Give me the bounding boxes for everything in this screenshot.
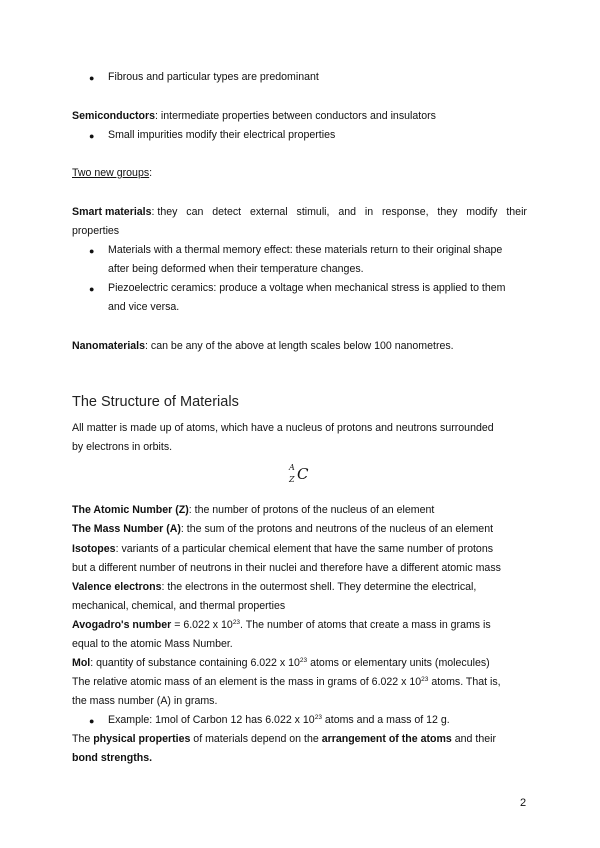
mass-number-symbol: A [289, 463, 295, 472]
semiconductors-term: Semiconductors [72, 110, 156, 122]
element-symbol: C [297, 465, 309, 483]
section-heading: The Structure of Materials [72, 394, 239, 410]
nanomaterials-definition: Nanomaterials: can be any of the above at length scales below 100 nanometres. [72, 340, 454, 352]
valence-line2: mechanical, chemical, and thermal properties [72, 600, 286, 612]
smart-materials-term: Smart materials [72, 206, 152, 218]
bullet-piezoelectric-line1: Piezoelectric ceramics: produce a voltage when mechanical stress is applied to them [108, 282, 506, 294]
bullet-impurities: Small impurities modify their electrical properties [108, 129, 336, 141]
relative-mass-line2: the mass number (A) in grams. [72, 695, 218, 707]
bullet-marker: ● [89, 73, 95, 83]
bullet-example-carbon: Example: 1mol of Carbon 12 has 6.022 x $10^{23}$ atoms and a mass of 12 g. [108, 714, 450, 726]
smart-materials-line2: properties [72, 225, 120, 237]
bullet-marker: ● [89, 131, 95, 141]
smart-materials-line1: Smart materials: they can detect external stimuli, and in response, they modify their [72, 206, 527, 218]
mass-number-definition: The Mass Number (A): the sum of the protons and neutrons of the nucleus of an element [72, 523, 494, 535]
bullet-fibrous: Fibrous and particular types are predominant [108, 71, 319, 83]
new-groups-label: Two new groups: [72, 167, 153, 179]
physical-properties-line1: The physical properties of materials depend on the arrangement of the atoms and their [72, 733, 496, 745]
nuclide-notation [288, 462, 318, 492]
intro-line2: by electrons in orbits. [72, 441, 173, 453]
bullet-marker: ● [89, 716, 95, 726]
mol-definition: Mol: quantity of substance containing 6.022 x $10^{23}$ atoms or elementary units (molecules) [72, 657, 490, 669]
isotopes-line2: but a different number of neutrons in their nuclei and therefore have a different atomic mass [72, 562, 501, 574]
atomic-number-symbol: Z [289, 475, 295, 484]
intro-line1: All matter is made up of atoms, which have a nucleus of protons and neutrons surrounded [72, 422, 494, 434]
bullet-marker: ● [89, 284, 95, 294]
page-number: 2 [520, 797, 527, 809]
nanomaterials-term: Nanomaterials [72, 340, 146, 352]
bullet-thermal-memory-line2: after being deformed when their temperature changes. [108, 263, 364, 275]
atomic-number-definition: The Atomic Number (Z): the number of protons of the nucleus of an element [72, 504, 435, 516]
bullet-thermal-memory-line1: Materials with a thermal memory effect: these materials return to their original shape [108, 244, 503, 256]
avogadro-line2: equal to the atomic Mass Number. [72, 638, 233, 650]
bullet-marker: ● [89, 246, 95, 256]
physical-properties-line2: bond strengths. [72, 752, 153, 764]
bullet-piezoelectric-line2: and vice versa. [108, 301, 180, 313]
avogadro-line1: Avogadro's number = 6.022 x $10^{23}$. The number of atoms that create a mass in grams is [72, 619, 491, 631]
isotopes-line1: Isotopes: variants of a particular chemical element that have the same number of protons [72, 543, 494, 555]
semiconductors-definition: Semiconductors: intermediate properties between conductors and insulators [72, 110, 436, 122]
valence-line1: Valence electrons: the electrons in the outermost shell. They determine the electrical, [72, 581, 477, 593]
relative-mass-line1: The relative atomic mass of an element is the mass in grams of 6.022 x $10^{23}$ atoms. That is, [72, 676, 501, 688]
